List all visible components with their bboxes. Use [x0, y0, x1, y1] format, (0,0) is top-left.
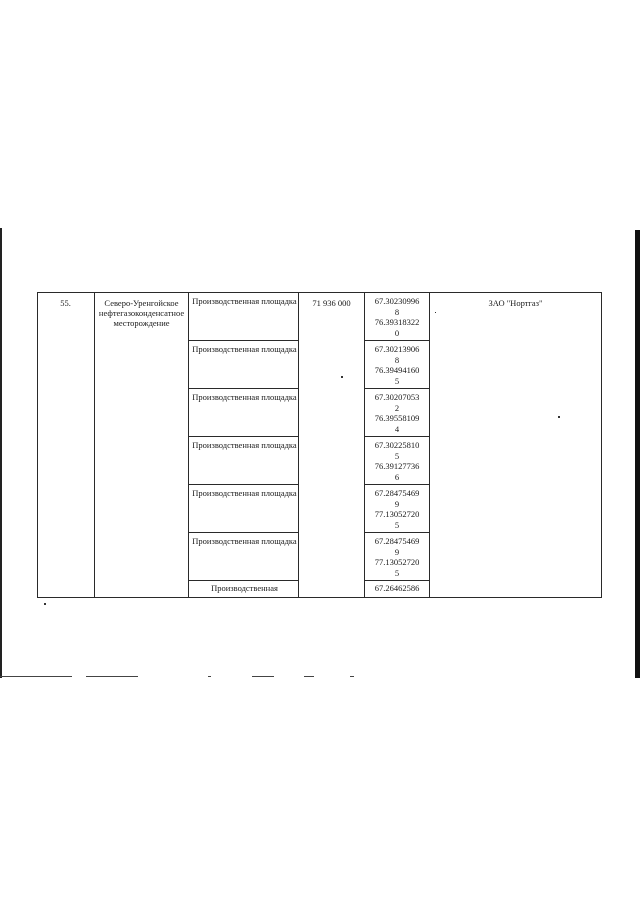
coordinate-line: 67.26462586 — [374, 583, 420, 593]
coordinate-line: 67.30213906 — [374, 344, 420, 354]
scan-edge-left — [0, 228, 2, 678]
row-number: 55. — [60, 298, 71, 308]
coordinate-line: 76.39127736 — [374, 461, 420, 471]
site-label: Производственная площадка — [192, 344, 297, 354]
site-label: Производственная площадка — [192, 536, 297, 546]
company-name: ЗАО "Нортгаз" — [488, 298, 543, 308]
table-right-border — [601, 292, 602, 598]
area-value: 71 936 000 — [312, 298, 351, 308]
scan-artifact-line — [86, 676, 138, 677]
site-label: Производственная площадка — [192, 296, 297, 306]
column-divider — [94, 292, 95, 598]
scan-artifact-line — [350, 676, 354, 677]
site-coordinates — [365, 344, 429, 388]
site-label: Производственная площадка — [192, 440, 297, 450]
site-row — [189, 489, 300, 533]
coordinate-line: 77.13052720 — [374, 509, 420, 519]
site-label: Производственная площадка — [192, 488, 297, 498]
table-left-border — [37, 292, 38, 598]
scan-artifact-line — [0, 676, 72, 677]
scan-speck — [435, 312, 436, 313]
site-coordinates — [365, 296, 429, 340]
coordinate-line: 5 — [394, 450, 400, 461]
site-coordinates — [365, 488, 429, 532]
site-coordinates — [365, 583, 429, 595]
coordinate-line: 9 — [394, 498, 400, 509]
coordinate-line: 76.39558109 — [374, 413, 420, 423]
site-row — [189, 441, 300, 485]
subrow-divider — [364, 340, 429, 341]
subrow-divider — [364, 532, 429, 533]
scan-speck — [341, 376, 343, 378]
field-name: Северо-Уренгойское нефтегазоконденсатное месторождение — [98, 298, 185, 328]
coordinate-line: 67.30225810 — [374, 440, 420, 450]
scan-artifact-line — [252, 676, 274, 677]
site-coordinates — [365, 440, 429, 484]
coordinate-line: 67.28475469 — [374, 536, 420, 546]
site-row — [189, 345, 300, 389]
subrow-divider — [364, 484, 429, 485]
coordinate-line: 8 — [394, 354, 400, 365]
coordinate-line: 4 — [394, 423, 400, 434]
scan-speck — [558, 416, 560, 418]
scan-artifact-line — [304, 676, 314, 677]
table-bottom-border — [37, 597, 602, 598]
site-label: Производственная площадка — [192, 392, 297, 402]
coordinate-line: 77.13052720 — [374, 557, 420, 567]
site-row — [189, 393, 300, 437]
coordinate-line: 0 — [394, 327, 400, 338]
site-label: Производственная — [211, 583, 278, 593]
coordinate-line: 5 — [394, 519, 400, 530]
site-coordinates — [365, 536, 429, 580]
scan-artifact-line — [208, 676, 211, 677]
coordinate-line: 8 — [394, 306, 400, 317]
data-table — [37, 292, 602, 598]
coordinate-line: 2 — [394, 402, 400, 413]
subrow-divider — [364, 388, 429, 389]
column-divider — [429, 292, 430, 598]
site-row — [189, 297, 300, 341]
coordinate-line: 67.30230996 — [374, 296, 420, 306]
table-top-border — [37, 292, 602, 293]
subrow-divider — [364, 580, 429, 581]
coordinate-line: 9 — [394, 546, 400, 557]
coordinate-line: 67.30207053 — [374, 392, 420, 402]
site-row — [189, 584, 300, 596]
coordinate-line: 5 — [394, 567, 400, 578]
subrow-divider — [364, 436, 429, 437]
coordinate-line: 76.39494160 — [374, 365, 420, 375]
scan-speck — [44, 603, 46, 605]
scan-edge-right — [635, 230, 640, 678]
site-row — [189, 537, 300, 581]
coordinate-line: 5 — [394, 375, 400, 386]
site-coordinates — [365, 392, 429, 436]
coordinate-line: 76.39318322 — [374, 317, 420, 327]
coordinate-line: 67.28475469 — [374, 488, 420, 498]
coordinate-line: 6 — [394, 471, 400, 482]
